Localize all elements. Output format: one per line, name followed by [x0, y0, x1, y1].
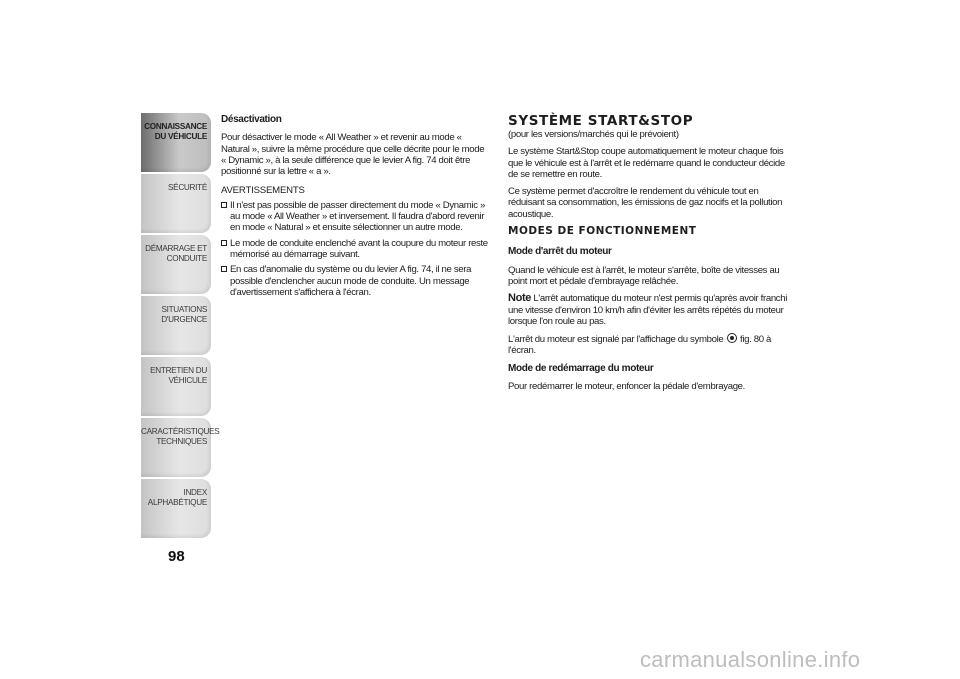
- signal-text-end: fig. 80 à l'écran.: [508, 334, 771, 357]
- tab-label: CONNAISSANCE DU VÉHICULE: [144, 122, 207, 141]
- note-label: Note: [508, 292, 532, 305]
- checkbox-bullet-icon: [221, 202, 227, 208]
- tab-connaissance-du-vehicule[interactable]: [141, 113, 211, 172]
- desactivation-paragraph: Pour désactiver le mode « All Weather » et revenir au mode « Natural », suivre la même procédure que celle décrite pour le mode « Dynamic », à la seule différence que le levier A fig. 74 doit être positionné sur la lettre « a ».: [221, 132, 485, 178]
- tab-demarrage-et-conduite[interactable]: [141, 235, 211, 294]
- checkbox-bullet-icon: [221, 240, 227, 246]
- stop-mode-text: Quand le véhicule est à l'arrêt, le moteur s'arrête, boîte de vitesses au point mort et pédale d'embrayage relâchée.: [508, 264, 780, 287]
- warning-item: [221, 238, 489, 261]
- signal-text: L'arrêt du moteur est signalé par l'affichage du symbole: [508, 334, 724, 346]
- intro-paragraph: Le système Start&Stop coupe automatiquement le moteur chaque fois que le véhicule est à l'arrêt et le redémarre quand le conducteur décide de se remettre en route.: [508, 146, 785, 180]
- warnings-title: AVERTISSEMENTS: [221, 185, 305, 197]
- tab-label: CARACTÉRISTIQUES TECHNIQUES: [141, 427, 220, 446]
- checkbox-bullet-icon: [221, 266, 227, 272]
- restart-mode-heading: Mode de redémarrage du moteur: [508, 362, 654, 374]
- page-number: 98: [168, 548, 185, 565]
- warning-text: Le mode de conduite enclenché avant la coupure du moteur reste mémorisé au démarrage suivant.: [230, 237, 488, 260]
- chapter-sidebar: [141, 113, 220, 540]
- tab-label: DÉMARRAGE ET CONDUITE: [145, 244, 207, 263]
- note-paragraph: [508, 293, 793, 327]
- stop-mode-heading: Mode d'arrêt du moteur: [508, 246, 612, 258]
- right-column: [508, 113, 793, 398]
- tab-caracteristiques-techniques[interactable]: [141, 418, 220, 477]
- restart-mode-text: Pour redémarrer le moteur, enfoncer la pédale d'embrayage.: [508, 381, 745, 393]
- tab-index-alphabetique[interactable]: [141, 479, 211, 538]
- warning-text: En cas d'anomalie du système ou du levier A fig. 74, il ne sera possible d'enclencher aucun mode de conduite. Un message d'avertissement s'affichera à l'écran.: [230, 264, 472, 298]
- warning-item: [221, 264, 489, 298]
- note-text: L'arrêt automatique du moteur n'est permis qu'après avoir franchi une vitesse d'environ 10 km/h afin d'éviter les arrêts répétés du moteur lorsque l'on roule au pas.: [508, 293, 788, 327]
- tab-situations-durgence[interactable]: [141, 296, 211, 355]
- start-stop-symbol-icon: [727, 333, 737, 343]
- desactivation-heading: Désactivation: [221, 114, 282, 125]
- section-subtitle: (pour les versions/marchés qui le prévoient): [508, 129, 679, 140]
- tab-entretien-du-vehicule[interactable]: [141, 357, 211, 416]
- warning-item: [221, 200, 489, 234]
- watermark: carmanualsonline.info: [640, 647, 861, 672]
- tab-label: SÉCURITÉ: [168, 183, 207, 192]
- modes-title: MODES DE FONCTIONNEMENT: [508, 225, 697, 238]
- tab-label: SITUATIONS D'URGENCE: [161, 305, 207, 324]
- tab-securite[interactable]: [141, 174, 211, 233]
- tab-label: INDEX ALPHABÉTIQUE: [147, 488, 207, 507]
- benefits-paragraph: Ce système permet d'accroître le rendement du véhicule tout en réduisant sa consommation, les émissions de gaz nocifs et la pollution acoustique.: [508, 186, 783, 220]
- warning-text: Il n'est pas possible de passer directement du mode « Dynamic » au mode « All Weather » et inversement. Il faudra d'abord revenir en mode « Natural » et ensuite sélectionner un autre mode.: [230, 199, 485, 234]
- tab-label: ENTRETIEN DU VÉHICULE: [150, 366, 207, 385]
- signal-paragraph: [508, 333, 793, 357]
- left-column: [221, 113, 489, 302]
- section-title: SYSTÈME START&STOP: [508, 113, 694, 129]
